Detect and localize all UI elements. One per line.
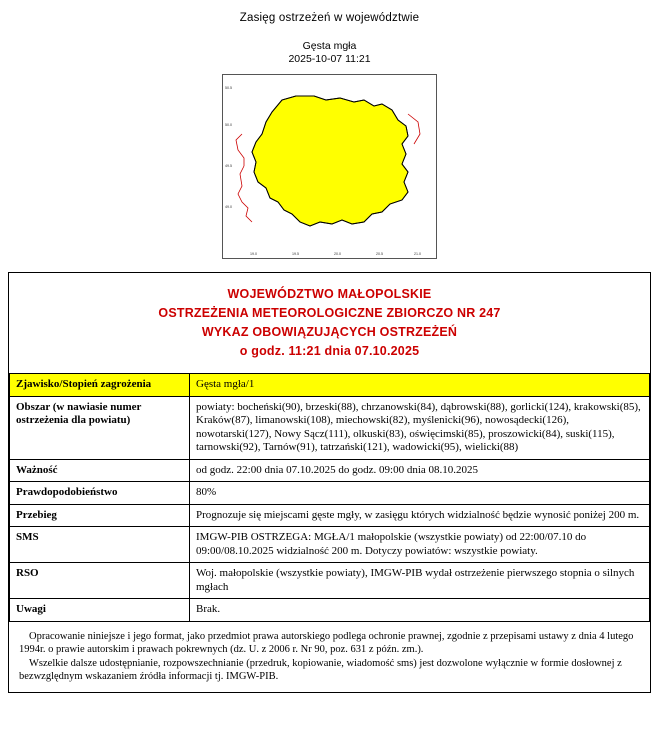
map-caption-timestamp: 2025-10-07 11:21 <box>288 53 371 65</box>
row-value-rso: Woj. małopolskie (wszystkie powiaty), IMGW-PIB wydał ostrzeżenie pierwszego stopnia o silnych mgłach <box>190 563 650 599</box>
heading-line-3: WYKAZ OBOWIĄZUJĄCYCH OSTRZEŻEŃ <box>201 325 458 339</box>
row-label-sms: SMS <box>10 527 190 563</box>
svg-text:21.0: 21.0 <box>413 252 421 256</box>
svg-text:49.0: 49.0 <box>224 205 232 209</box>
svg-text:20.5: 20.5 <box>375 252 383 256</box>
table-row <box>10 504 650 527</box>
row-label-area: Obszar (w nawiasie numer ostrzeżenia dla powiatu) <box>10 396 190 459</box>
row-label-probability: Prawdopodobieństwo <box>10 482 190 505</box>
map-caption <box>0 40 659 66</box>
row-value-course: Prognozuje się miejscami gęste mgły, w zasięgu których widzialność będzie wynosić poniżej 200 m. <box>190 504 650 527</box>
row-value-validity: od godz. 22:00 dnia 07.10.2025 do godz. 09:00 dnia 08.10.2025 <box>190 459 650 482</box>
row-label-validity: Ważność <box>10 459 190 482</box>
row-label-remarks: Uwagi <box>10 599 190 622</box>
footer-paragraph-1: Opracowanie niniejsze i jego format, jako przedmiot prawa autorskiego podlega ochronie prawnej, zgodnie z przepisami ustawy z dnia 4 lutego 1994r. o prawie autorskim i prawach pokrewnych (dz. U. z 2006 r. Nr 90, poz. 631 z późn. zm.). <box>19 630 634 655</box>
page-title: Zasięg ostrzeżeń w województwie <box>239 12 420 24</box>
row-value-remarks: Brak. <box>190 599 650 622</box>
heading-line-1: WOJEWÓDZTWO MAŁOPOLSKIE <box>227 287 432 301</box>
heading-line-2: OSTRZEŻENIA METEOROLOGICZNE ZBIORCZO NR 247 <box>158 306 501 320</box>
row-label-phenomenon: Zjawisko/Stopień zagrożenia <box>10 374 190 397</box>
warning-table <box>9 373 650 622</box>
document-heading <box>9 273 650 373</box>
table-row <box>10 563 650 599</box>
copyright-footer <box>9 622 650 692</box>
svg-text:19.0: 19.0 <box>249 252 257 256</box>
table-row <box>10 599 650 622</box>
row-value-sms: IMGW-PIB OSTRZEGA: MGŁA/1 małopolskie (wszystkie powiaty) od 22:00/07.10 do 09:00/08.10.2025 widzialność 200 m. Dotyczy powiatów: wszystkie powiaty. <box>190 527 650 563</box>
table-row <box>10 527 650 563</box>
row-value-phenomenon: Gęsta mgła/1 <box>190 374 650 397</box>
map-region-malopolskie <box>252 96 408 226</box>
row-label-rso: RSO <box>10 563 190 599</box>
svg-text:49.5: 49.5 <box>224 164 232 168</box>
row-value-area: powiaty: bocheński(90), brzeski(88), chrzanowski(84), dąbrowski(88), gorlicki(124), krakowski(85), Kraków(87), limanowski(108), miechowski(82), myślenicki(96), nowosądecki(126), nowotarski(127), Nowy Sącz(111), olkuski(83), oświęcimski(85), proszowicki(84), suski(115), tarnowski(92), Tarnów(91), tatrzański(121), wadowicki(95), wielicki(88) <box>190 396 650 459</box>
table-row <box>10 459 650 482</box>
svg-text:50.5: 50.5 <box>224 86 232 90</box>
table-row <box>10 482 650 505</box>
warning-document <box>8 272 651 693</box>
heading-line-4: o godz. 11:21 dnia 07.10.2025 <box>239 344 420 358</box>
svg-text:19.5: 19.5 <box>291 252 299 256</box>
svg-text:50.0: 50.0 <box>224 123 232 127</box>
row-value-probability: 80% <box>190 482 650 505</box>
map-container <box>222 74 438 260</box>
map-caption-phenomenon: Gęsta mgła <box>302 40 357 52</box>
table-row <box>10 396 650 459</box>
row-label-course: Przebieg <box>10 504 190 527</box>
table-row <box>10 374 650 397</box>
map-svg <box>222 74 437 259</box>
svg-text:20.0: 20.0 <box>333 252 341 256</box>
footer-paragraph-2: Wszelkie dalsze udostępnianie, rozpowszechnianie (przedruk, kopiowanie, wiadomość sms) jest dozwolone wyłącznie w formie dosłownej z bezwzględnym wskazaniem źródła informacji tj. IMGW-PIB. <box>19 657 622 682</box>
